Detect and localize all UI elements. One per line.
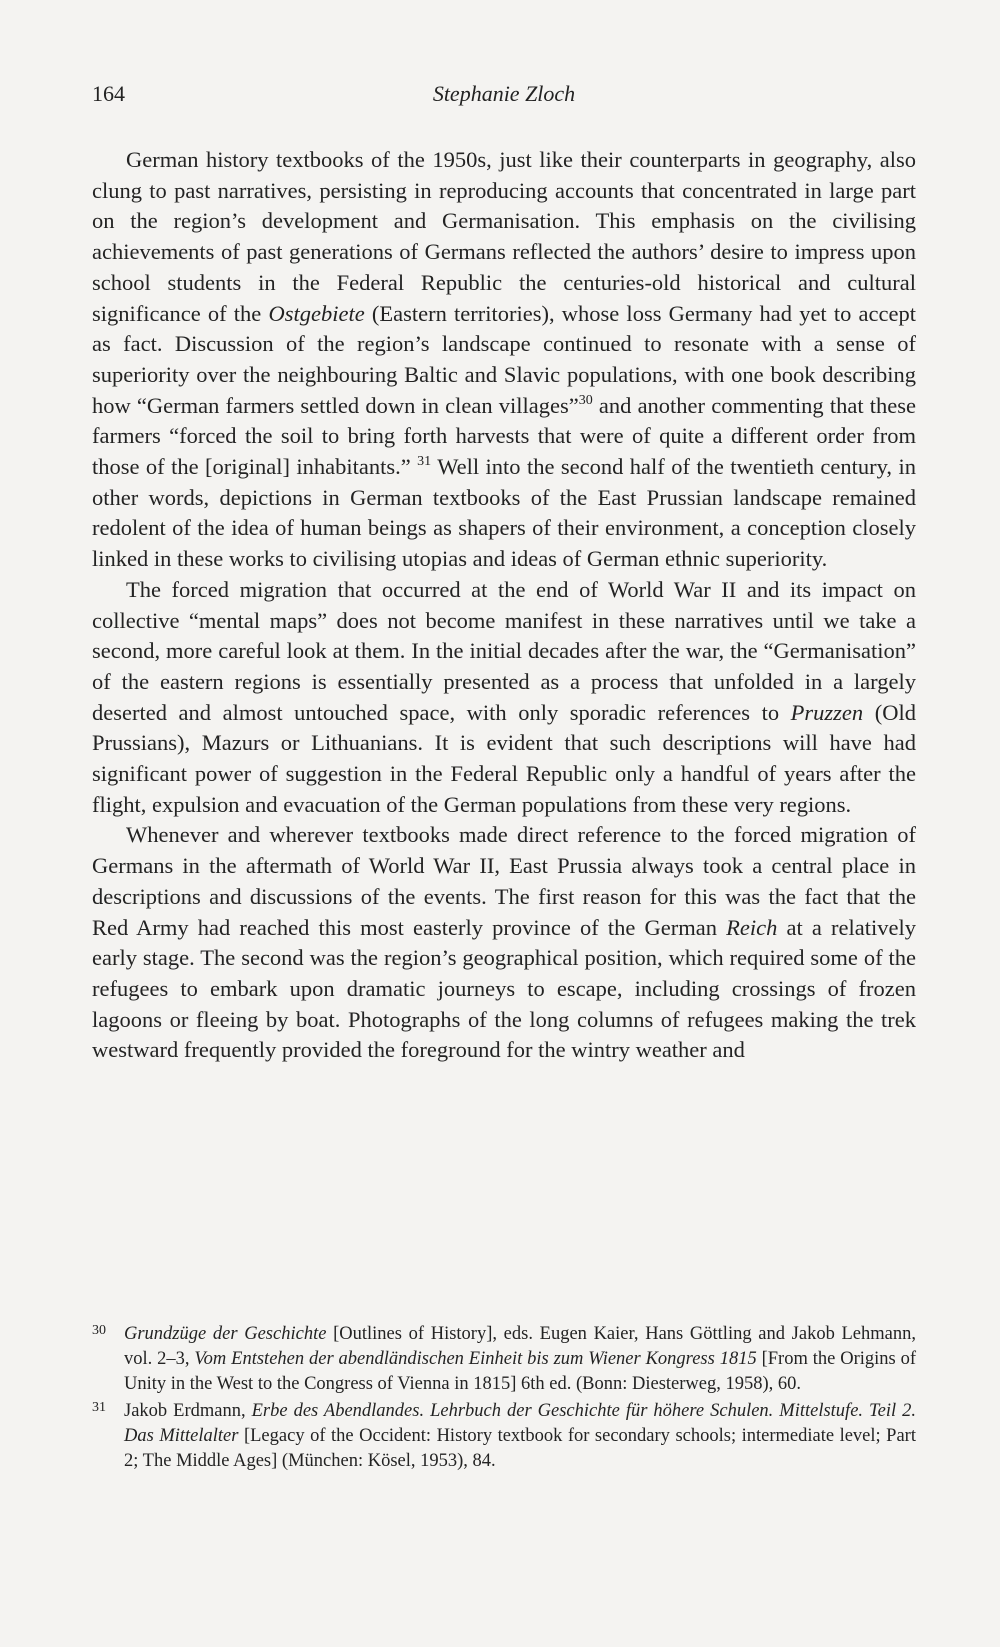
text-run: The forced migration that occurred at the end of World War II and its impact on collective “mental maps” does not become manifest in these narratives until we take a second, more careful look at them. In the initial decades after the war, the “Germanisation” of the eastern regions is essentially presented as a process that unfolded in a largely deserted and almost untouched space, with only sporadic references to bbox=[92, 576, 916, 725]
footnote-number: 31 bbox=[92, 1400, 106, 1415]
text-run: at a relatively early stage. The second was the region’s geographical position, which required some of the refugees to embark upon dramatic journeys to escape, including crossings of frozen lagoons or fleeing by boat. Photographs of the long columns of refugees making the trek westward frequently provided the foreground for the wintry weather and bbox=[92, 914, 917, 1063]
text-run: and another commenting that these farmers “forced the soil to bring forth harvests that were of quite a different order from those of the [original] inhabitants.” bbox=[92, 392, 916, 480]
italic-term: Pruzzen bbox=[790, 699, 864, 725]
footnote-ref-31[interactable]: 31 bbox=[417, 454, 432, 470]
main-text bbox=[92, 145, 916, 1066]
footnote-title: Grundzüge der Geschichte bbox=[124, 1324, 327, 1344]
footnote-text: Jakob Erdmann, bbox=[124, 1401, 252, 1421]
text-run: (Eastern territories), whose loss Germany had yet to accept as fact. Discussion of the region’s landscape continued to resonate with a sense of superiority over the neighbouring Baltic and Slavic populations, with one book describing how “German farmers settled down in clean villages” bbox=[92, 300, 916, 418]
footnote-31 bbox=[92, 1399, 916, 1474]
text-run: German history textbooks of the 1950s, just like their counterparts in geography, also clung to past narratives, persisting in reproducing accounts that concentrated in large part on the region’s development and Germanisation. This emphasis on the civilising achievements of past generations of Germans reflected the authors’ desire to impress upon school students in the Federal Republic the centuries-old historical and cultural significance of the bbox=[92, 147, 916, 326]
footnote-volume-title: Vom Entstehen der abendländischen Einheit bis zum Wiener Kongress 1815 bbox=[194, 1349, 757, 1369]
footnote-text: [Outlines of History], eds. Eugen Kaier, Hans Göttling and Jakob Lehmann, vol. 2–3, bbox=[124, 1324, 916, 1369]
paragraph-3 bbox=[92, 820, 916, 1066]
footnote-30 bbox=[92, 1322, 916, 1397]
footnote-number: 30 bbox=[92, 1323, 106, 1338]
text-run: Whenever and wherever textbooks made direct reference to the forced migration of Germans in the aftermath of World War II, East Prussia always took a central place in descriptions and discussions of the events. The first reason for this was the fact that the Red Army had reached this most easterly province of the German bbox=[92, 822, 916, 940]
text-run: Well into the second half of the twentieth century, in other words, depictions in German textbooks of the East Prussian landscape remained redolent of the idea of human beings as shapers of their environment, a conception closely linked in these works to civilising utopias and ideas of German ethnic superiority. bbox=[92, 454, 916, 572]
page-number: 164 bbox=[92, 81, 125, 106]
footnote-text: [Legacy of the Occident: History textbook for secondary schools; intermediate level; Part 2; The Middle Ages] (München: Kösel, 1953), 84. bbox=[124, 1426, 916, 1471]
running-head-author: Stephanie Zloch bbox=[432, 81, 576, 106]
italic-term: Reich bbox=[726, 914, 778, 940]
italic-term: Ostgebiete bbox=[268, 300, 365, 326]
footnote-text: [From the Origins of Unity in the West to the Congress of Vienna in 1815] 6th ed. (Bonn: Diesterweg, 1958), 60. bbox=[124, 1349, 917, 1394]
paragraph-2 bbox=[92, 575, 916, 821]
text-run: (Old Prussians), Mazurs or Lithuanians. It is evident that such descriptions will have had significant power of suggestion in the Federal Republic only a handful of years after the flight, expulsion and evacuation of the German populations from these very regions. bbox=[92, 699, 916, 817]
footnote-ref-30[interactable]: 30 bbox=[578, 392, 593, 408]
paragraph-1 bbox=[92, 145, 916, 575]
footnote-title: Erbe des Abendlandes. Lehrbuch der Geschichte für höhere Schulen. Mittelstufe. Teil 2. Das Mittelalter bbox=[124, 1401, 916, 1446]
footnotes bbox=[92, 1322, 916, 1476]
